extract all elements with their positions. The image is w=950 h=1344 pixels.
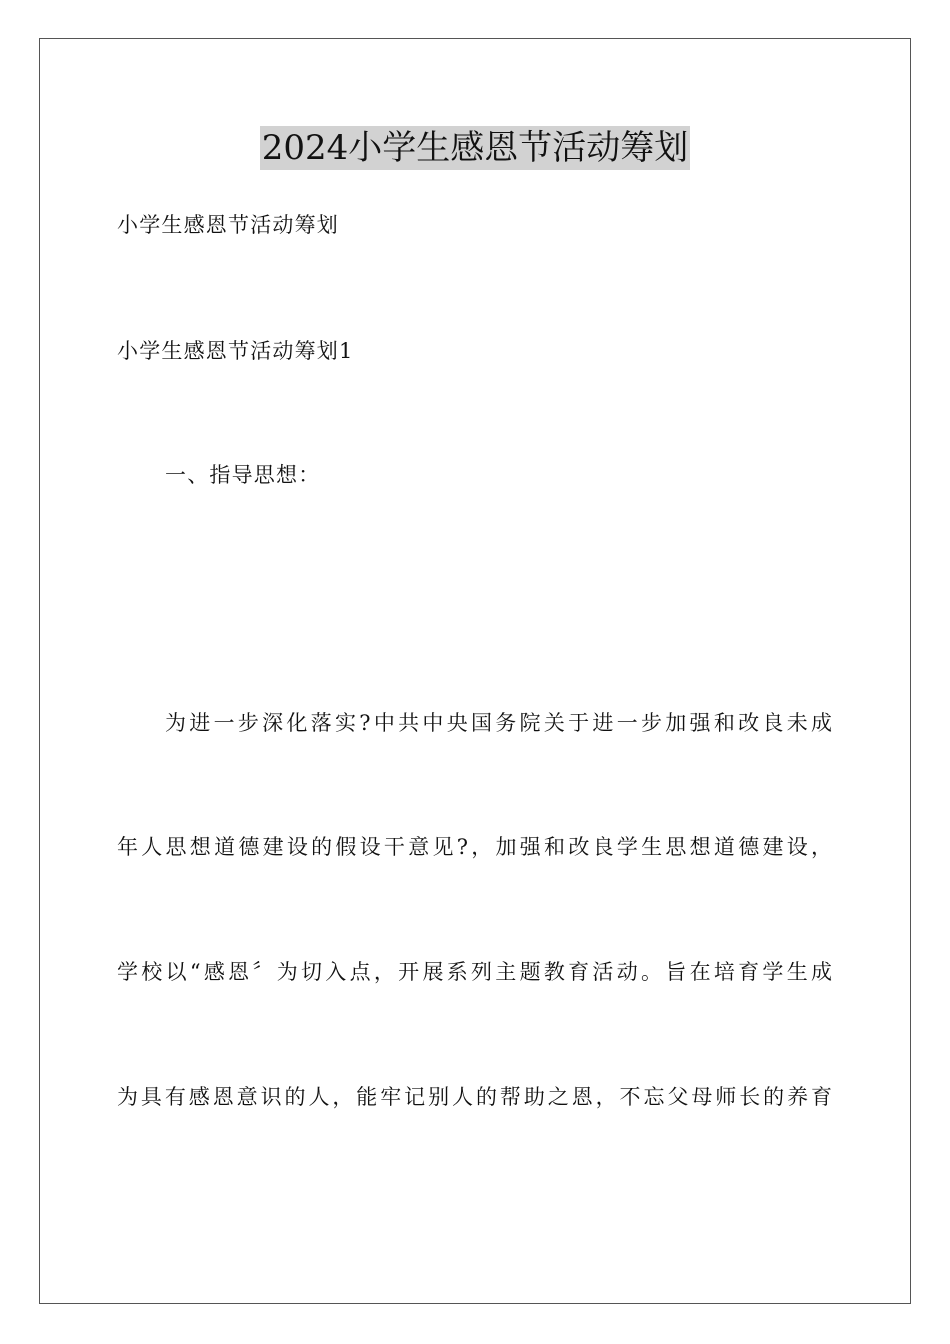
paragraph-line-2: 年人思想道德建设的假设干意见?，加强和改良学生思想道德建设， (117, 835, 833, 859)
title-container (0, 126, 950, 170)
document-title: 2024小学生感恩节活动筹划 (261, 128, 689, 168)
document-subtitle: 小学生感恩节活动筹划 (117, 213, 339, 237)
paragraph-line-3: 学校以“感恩〞为切入点，开展系列主题教育活动。旨在培育学生成 (117, 960, 833, 984)
paragraph-line-1: 为进一步深化落实?中共中央国务院关于进一步加强和改良未成 (165, 711, 833, 735)
paragraph-line-4: 为具有感恩意识的人，能牢记别人的帮助之恩，不忘父母师长的养育 (117, 1085, 833, 1109)
heading-guiding-ideology: 一、指导思想： (165, 463, 321, 487)
section-title: 小学生感恩节活动筹划1 (117, 339, 354, 363)
